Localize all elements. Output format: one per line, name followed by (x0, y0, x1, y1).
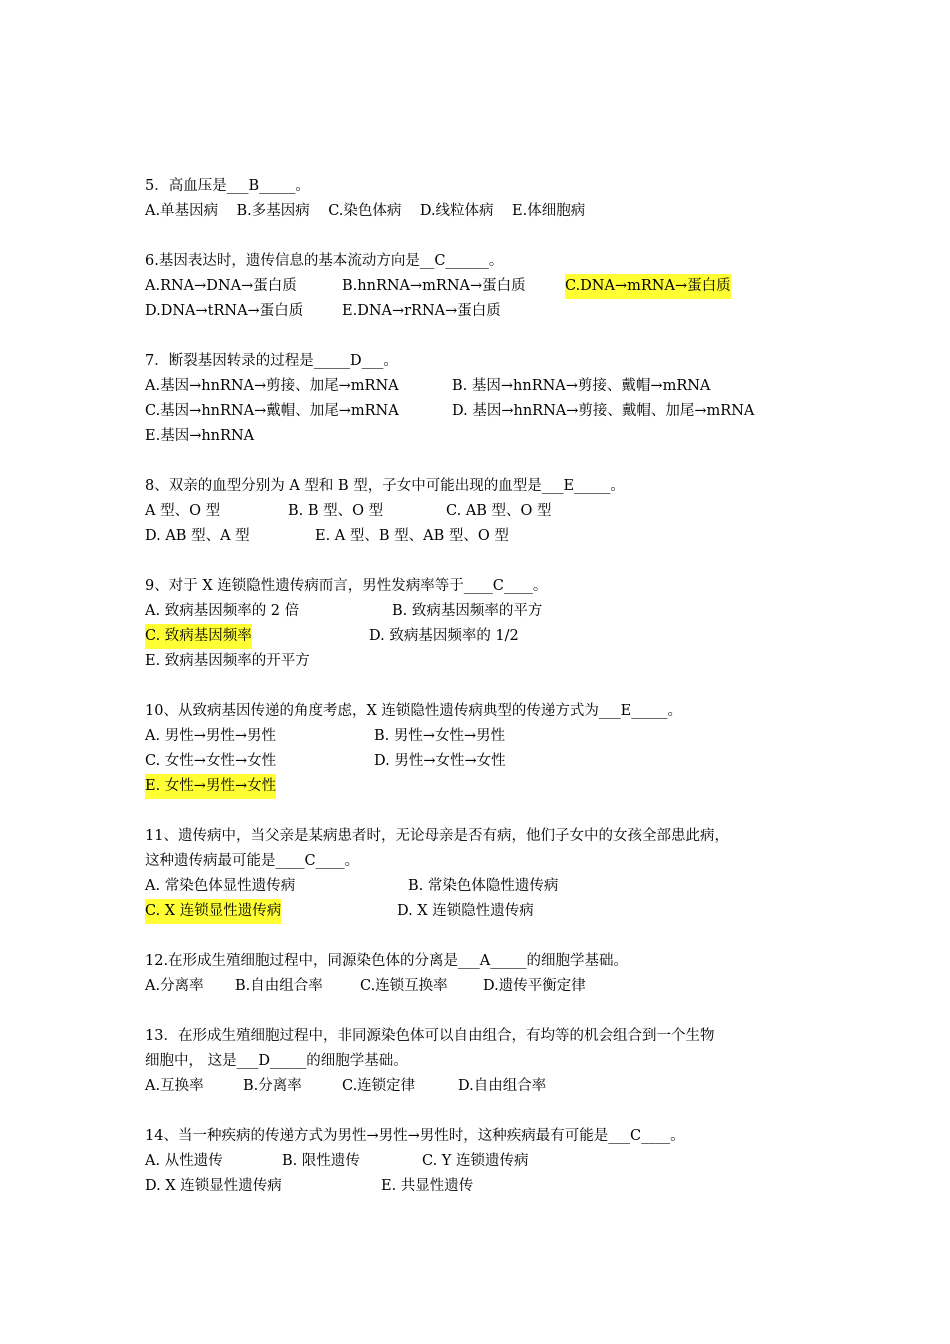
question-stem (145, 1024, 845, 1049)
option-e: E.DNA→rRNA→蛋白质 (342, 303, 501, 319)
question-stem (145, 699, 845, 724)
option-c-highlighted: C. 致病基因频率 (145, 624, 252, 649)
option-b: B. 常染色体隐性遗传病 (408, 878, 559, 894)
option-a: A. 男性→男性→男性 (145, 728, 276, 744)
stem-text: 8、双亲的血型分别为 A 型和 B 型，子女中可能出现的血型是___E_____。 (145, 478, 625, 494)
option-c: C.基因→hnRNA→戴帽、加尾→mRNA (145, 403, 399, 419)
options-line (145, 649, 845, 674)
option-b: B.分离率 (243, 1078, 302, 1094)
question-7 (145, 349, 845, 449)
option-a: A 型、O 型 (145, 503, 221, 519)
options-line (145, 1149, 845, 1174)
option-e: E. A 型、B 型、AB 型、O 型 (315, 528, 509, 544)
options-line (145, 524, 845, 549)
question-stem (145, 824, 845, 849)
option-a: A.分离率 (145, 978, 204, 994)
option-c: C. AB 型、O 型 (446, 503, 552, 519)
options-line (145, 874, 845, 899)
stem-text: 这种遗传病最可能是____C____。 (145, 853, 360, 869)
option-d: D. AB 型、A 型 (145, 528, 250, 544)
option-b: B. 基因→hnRNA→剪接、戴帽→mRNA (452, 378, 711, 394)
stem-text: 13．在形成生殖细胞过程中，非同源染色体可以自由组合，有均等的机会组合到一个生物 (145, 1028, 715, 1044)
question-6 (145, 249, 845, 324)
option-e: E. 共显性遗传 (381, 1178, 474, 1194)
options-line (145, 899, 845, 924)
option-e-highlighted: E. 女性→男性→女性 (145, 774, 276, 799)
question-stem (145, 1124, 845, 1149)
options-line (145, 774, 845, 799)
question-stem (145, 474, 845, 499)
option-e: E. 致病基因频率的开平方 (145, 653, 310, 669)
option-b: B. 致病基因频率的平方 (392, 603, 543, 619)
options-line (145, 199, 845, 224)
question-stem (145, 174, 845, 199)
option-d: D.自由组合率 (458, 1078, 547, 1094)
option-d: D. X 连锁显性遗传病 (145, 1178, 282, 1194)
question-10 (145, 699, 845, 799)
option-a: A. 致病基因频率的 2 倍 (145, 603, 300, 619)
options-line (145, 299, 845, 324)
options-line (145, 1174, 845, 1199)
question-8 (145, 474, 845, 549)
option-e: E.基因→hnRNA (145, 428, 255, 444)
option-c-highlighted: C. X 连锁显性遗传病 (145, 899, 281, 924)
question-stem (145, 574, 845, 599)
question-stem-continued (145, 1049, 845, 1074)
stem-text: 6.基因表达时，遗传信息的基本流动方向是__C______。 (145, 253, 504, 269)
question-11 (145, 824, 845, 924)
options-line (145, 424, 845, 449)
option-a: A. 常染色体显性遗传病 (145, 878, 296, 894)
question-stem-continued (145, 849, 845, 874)
options-line (145, 1074, 845, 1099)
question-5 (145, 174, 845, 224)
option-a: A.RNA→DNA→蛋白质 (145, 278, 297, 294)
option-a: A.互换率 (145, 1078, 204, 1094)
stem-text: 12.在形成生殖细胞过程中，同源染色体的分离是___A_____的细胞学基础。 (145, 953, 629, 969)
option-d: D. 男性→女性→女性 (374, 753, 506, 769)
question-12 (145, 949, 845, 999)
option-a: A. 从性遗传 (145, 1153, 223, 1169)
option-c-highlighted: C.DNA→mRNA→蛋白质 (565, 274, 731, 299)
question-stem (145, 249, 845, 274)
option-b: B. B 型、O 型 (288, 503, 384, 519)
option-b: B. 男性→女性→男性 (374, 728, 506, 744)
options-line (145, 724, 845, 749)
option-c: C.连锁定律 (342, 1078, 416, 1094)
options-line (145, 499, 845, 524)
stem-text: 9、对于 X 连锁隐性遗传病而言，男性发病率等于____C____。 (145, 578, 548, 594)
options-line (145, 749, 845, 774)
option-b: B.自由组合率 (235, 978, 323, 994)
option-c: C.连锁互换率 (360, 978, 448, 994)
options-line (145, 599, 845, 624)
option-d: D. 基因→hnRNA→剪接、戴帽、加尾→mRNA (452, 403, 755, 419)
stem-text: 7．断裂基因转录的过程是_____D___。 (145, 353, 398, 369)
options-line (145, 274, 845, 299)
option-c: C. 女性→女性→女性 (145, 753, 277, 769)
options-text: A.单基因病 B.多基因病 C.染色体病 D.线粒体病 E.体细胞病 (145, 203, 586, 219)
stem-text: 14、当一种疾病的传递方式为男性→男性→男性时，这种疾病最有可能是___C____。 (145, 1128, 685, 1144)
question-stem (145, 949, 845, 974)
option-d: D. 致病基因频率的 1/2 (369, 628, 519, 644)
stem-text: 11、遗传病中，当父亲是某病患者时，无论母亲是否有病，他们子女中的女孩全部患此病， (145, 828, 729, 844)
option-a: A.基因→hnRNA→剪接、加尾→mRNA (145, 378, 399, 394)
option-c: C. Y 连锁遗传病 (422, 1153, 529, 1169)
options-line (145, 399, 845, 424)
option-b: B.hnRNA→mRNA→蛋白质 (342, 278, 526, 294)
options-line (145, 374, 845, 399)
question-14 (145, 1124, 845, 1199)
question-13 (145, 1024, 845, 1099)
option-b: B. 限性遗传 (282, 1153, 360, 1169)
stem-text: 5．高血压是___B_____。 (145, 178, 310, 194)
option-d: D.DNA→tRNA→蛋白质 (145, 303, 304, 319)
question-stem (145, 349, 845, 374)
stem-text: 细胞中， 这是___D_____的细胞学基础。 (145, 1053, 408, 1069)
option-d: D. X 连锁隐性遗传病 (397, 903, 534, 919)
options-line (145, 624, 845, 649)
stem-text: 10、从致病基因传递的角度考虑，X 连锁隐性遗传病典型的传递方式为___E_____。 (145, 703, 682, 719)
question-9 (145, 574, 845, 674)
option-d: D.遗传平衡定律 (483, 978, 586, 994)
question-list (145, 174, 845, 1224)
options-line (145, 974, 845, 999)
